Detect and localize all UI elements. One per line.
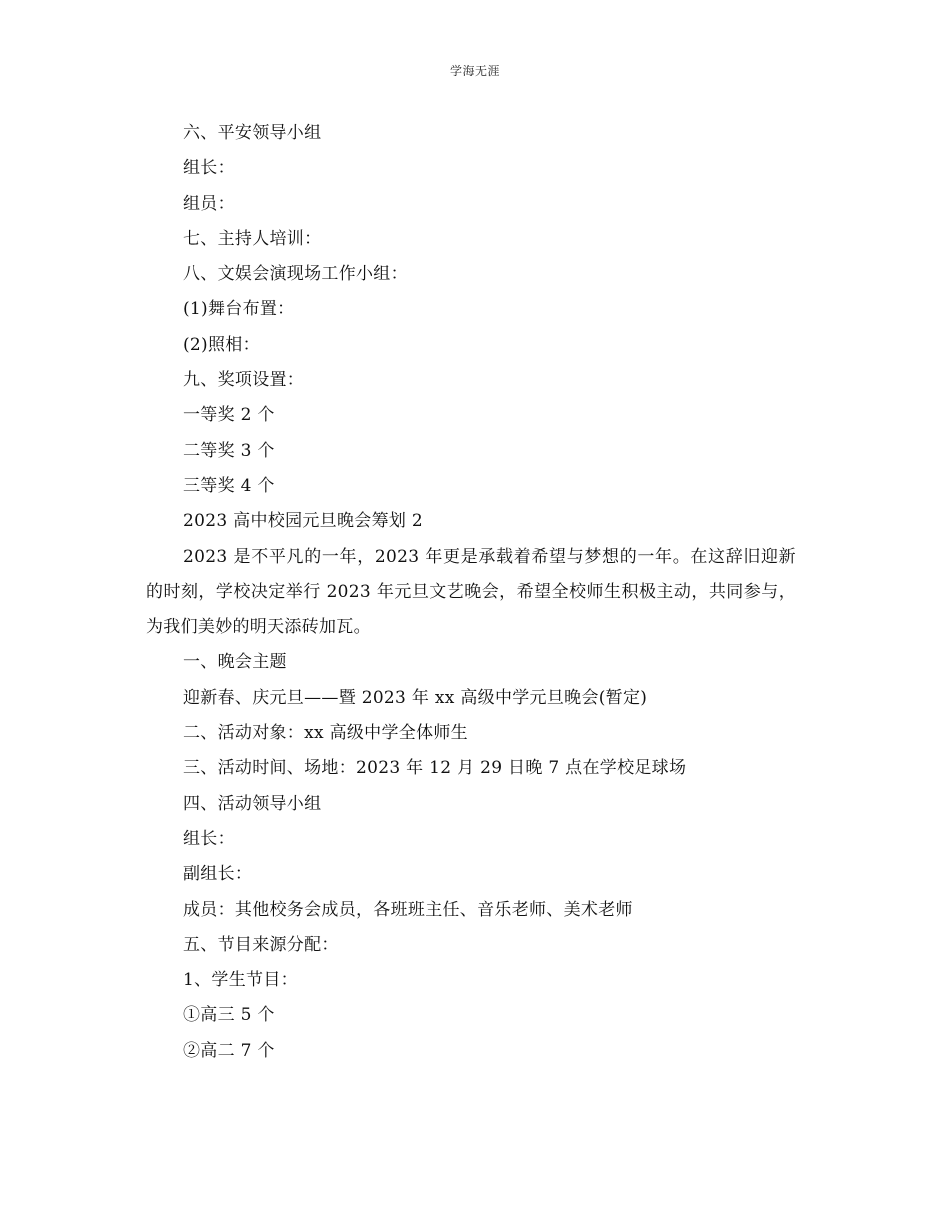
section-heading-onsite-group: 八、文娱会演现场工作小组： <box>183 264 408 285</box>
text-line: (1)舞台布置： <box>183 299 295 320</box>
text-line: ①高三 5 个 <box>183 1005 275 1026</box>
text-line: 二等奖 3 个 <box>183 440 275 461</box>
section-heading-safety-group: 六、平安领导小组 <box>183 123 322 143</box>
text-line: 组员： <box>183 193 235 214</box>
section-heading-theme: 一、晚会主题 <box>183 652 287 673</box>
page-header: 学海无涯 <box>449 64 500 78</box>
section-heading-host-training: 七、主持人培训： <box>183 228 322 249</box>
section-heading-time-venue: 三、活动时间、场地：2023 年 12 月 29 日晚 7 点在学校足球场 <box>183 758 687 779</box>
text-line: 三等奖 4 个 <box>183 475 275 496</box>
section-heading-program-sources: 五、节目来源分配： <box>183 934 339 955</box>
text-line: 组长： <box>183 158 235 179</box>
document-subtitle: 2023 高中校园元旦晚会筹划 2 <box>183 511 423 532</box>
section-heading-awards: 九、奖项设置： <box>183 370 305 391</box>
intro-paragraph: 2023 是不平凡的一年，2023 年更是承载着希望与梦想的一年。在这辞旧迎新的时刻，学校决定举行 2023 年元旦文艺晚会，希望全校师生积极主动，共同参与，为我们美妙的明天添砖加瓦。 <box>146 546 796 638</box>
document-body <box>146 116 796 1069</box>
text-line: 组长： <box>183 828 235 849</box>
text-line: ②高二 7 个 <box>183 1040 275 1061</box>
section-heading-audience: 二、活动对象：xx 高级中学全体师生 <box>183 723 468 744</box>
text-line: 一等奖 2 个 <box>183 405 275 426</box>
text-line: 1、学生节目： <box>183 970 298 991</box>
text-line: 副组长： <box>183 864 253 885</box>
text-line: 迎新春、庆元旦——暨 2023 年 xx 高级中学元旦晚会(暂定) <box>183 687 648 708</box>
text-line: 成员：其他校务会成员，各班班主任、音乐老师、美术老师 <box>183 899 633 920</box>
section-heading-leadership: 四、活动领导小组 <box>183 793 322 814</box>
text-line: (2)照相： <box>183 334 260 355</box>
